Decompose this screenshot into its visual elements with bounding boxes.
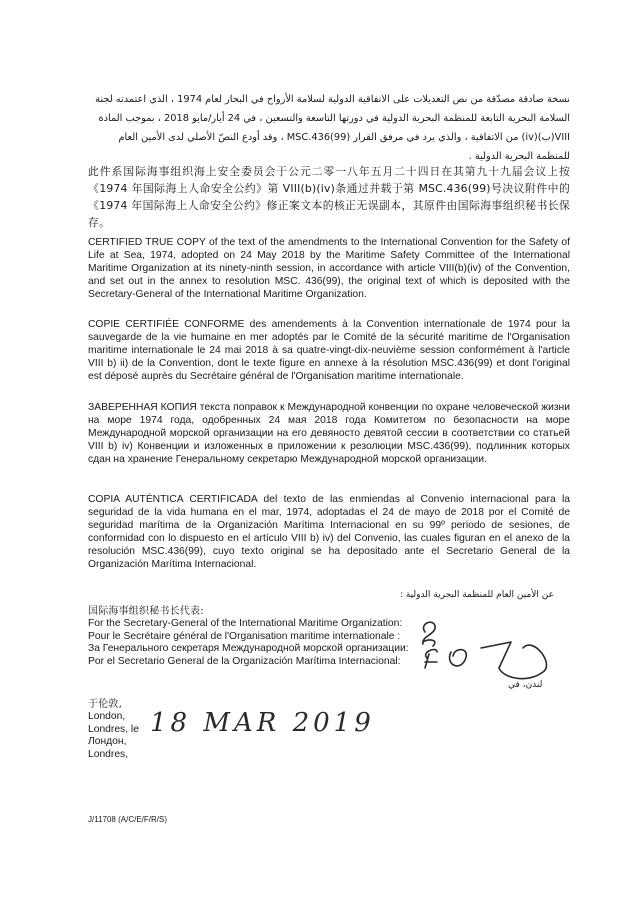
french-certification-paragraph: COPIE CERTIFIÉE CONFORME des amendements à la Convention internationale de 1974 pour la sauvegarde de la vie humaine en mer adoptés par le Comité de la sécurité maritime de l'Organisation maritime internationale le 24 mai 2018 à sa quatre-vingt-dix-neuvième session conformément à l'article VIII b) ii) de la Convention, dont le texte figure en annexe à la résolution MSC.436(99) et dont l'original est déposé auprès du Secrétaire général de l'Organisation maritime internationale. — [88, 319, 570, 382]
place-english: London, — [88, 711, 126, 722]
english-certification-paragraph: CERTIFIED TRUE COPY of the text of the amendments to the International Convention for the Safety of Life at Sea, 1974, adopted on 24 May 2018 by the Maritime Safety Committee of the International Maritime Organization at its ninety-ninth session, in accordance with article VIII(b)(iv) of the Convention, and set out in the annex to resolution MSC. 436(99), the original text of which is deposited with the Secretary-General of the International Maritime Organization. — [88, 237, 570, 300]
arabic-place-label: لندن، في — [508, 680, 543, 690]
place-french: Londres, le — [88, 723, 139, 735]
signatory-label-english: For the Secretary-General of the International Maritime Organization: — [88, 618, 403, 629]
signatory-label-spanish: Por el Secretario General de la Organización Marítima Internacional: — [88, 655, 401, 667]
russian-certification-paragraph: ЗАВЕРЕННАЯ КОПИЯ текста поправок к Международной конвенции по охране человеческой жизни на море 1974 года, одобренных 24 мая 2018 года Комитетом по безопасности на море Международной морской организации на его девяносто девятой сессии в соответствии со статьей VIII b) iv) Конвенции и изложенных в приложении к резолюции MSC.436(99), подлинник которых сдан на хранение Генеральному секретарю Международной морской организации. — [88, 402, 570, 465]
place-spanish: Londres, — [88, 748, 129, 760]
signatory-label-french: Pour le Secrétaire général de l'Organisation maritime internationale : — [88, 630, 401, 642]
chinese-certification-paragraph: 此件系国际海事组织海上安全委员会于公元二零一八年五月二十四日在其第九十九届会议上按《1974 年国际海上人命安全公约》第 VIII(b)(iv)条通过并载于第 MSC.436(99)号决议附件中的《1974 年国际海上人命安全公约》修正案文本的核正无误副本，其原件由国际海事组织秘书长保存。 — [88, 165, 570, 229]
arabic-certification-paragraph: نسخة صادقة مصدّقة من نص التعديلات على الاتفاقية الدولية لسلامة الأرواح في البحار لعام 1974 ، الذي اعتمدته لجنة السلامة البحرية التابعة للمنظمة البحرية الدولية في دورتها التاسعة والتسعين ، في 24 أيار/مايو 2018 ، بموجب المادة VIII(ب)(iv) من الاتفاقية ، والذي يرد في مرفق القرار MSC.436(99) ، وقد أودع النصّ الأصلي لدى الأمين العام للمنظمة البحرية الدولية . — [95, 94, 570, 162]
signatory-block — [88, 605, 409, 668]
document-reference: J/11708 (A/C/E/F/R/S) — [88, 815, 167, 824]
place-chinese: 于伦敦, — [88, 699, 122, 710]
signatory-label-russian: За Генерального секретаря Международной морской организации: — [88, 643, 409, 654]
arabic-signatory-label: عن الأمين العام للمنظمة البحرية الدولية : — [399, 590, 554, 600]
place-russian: Лондон, — [88, 736, 127, 747]
spanish-certification-paragraph: COPIA AUTÉNTICA CERTIFICADA del texto de las enmiendas al Convenio internacional para la seguridad de la vida humana en el mar, 1974, adoptadas el 24 de mayo de 2018 por el Comité de seguridad marítima de la Organización Marítima Internacional en su 99º periodo de sesiones, de conformidad con lo dispuesto en el artículo VIII b) iv) del Convenio, las cuales figuran en el anexo de la resolución MSC.436(99), cuyo texto original se ha depositado ante el Secretario General de la Organización Marítima Internacional. — [88, 494, 570, 570]
handwritten-date: 18 MAR 2019 — [150, 708, 375, 738]
signatory-label-chinese: 国际海事组织秘书长代表: — [88, 606, 204, 617]
place-block — [88, 698, 139, 761]
handwritten-signature — [415, 612, 565, 697]
